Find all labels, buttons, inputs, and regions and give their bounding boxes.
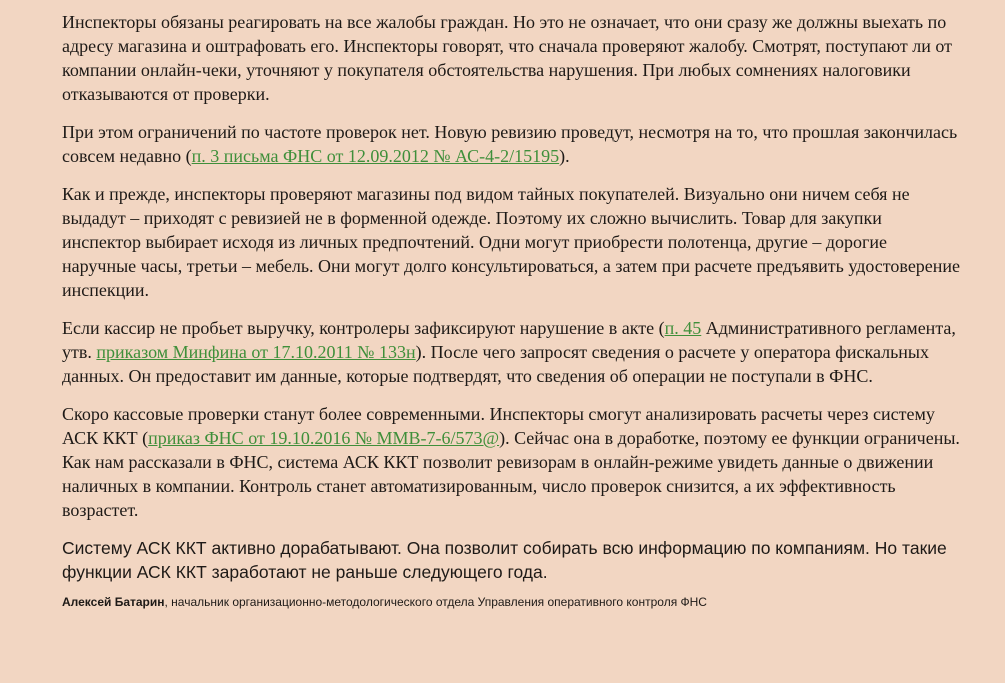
paragraph-text: Скоро кассовые проверки станут более современными. Инспекторы смогут анализировать расчеты через систему АСК ККТ (: [62, 404, 935, 448]
link-minfin-order[interactable]: приказом Минфина от 17.10.2011 № 133н: [96, 342, 416, 362]
link-regulation-clause[interactable]: п. 45: [664, 318, 702, 338]
paragraph-text: Инспекторы обязаны реагировать на все жалобы граждан. Но это не означает, что они сразу же должны выехать по адресу магазина и оштрафовать его. Инспекторы говорят, что сначала проверяют жалобу. Смотрят, поступают ли от компании онлайн-чеки, уточняют у покупателя обстоятельства нарушения. При любых сомнениях налоговики отказываются от проверки.: [62, 12, 952, 104]
paragraph-ask-kkt: [62, 402, 962, 522]
paragraph-text: ). Сейчас она в доработке, поэтому ее функции ограничены. Как нам рассказали в ФНС, система АСК ККТ позволит ревизорам в онлайн-режиме увидеть данные о движении наличных в компании. Контроль станет автоматизированным, число проверок снизится, а их эффективность возрастет.: [62, 428, 960, 520]
author-name: Алексей Батарин: [62, 595, 165, 609]
author-position: , начальник организационно-методологического отдела Управления оперативного контроля ФНС: [164, 595, 707, 609]
quote-author: [62, 594, 962, 610]
paragraph-secret-shoppers: [62, 182, 962, 302]
paragraph-violation-act: [62, 316, 962, 388]
paragraph-text: ).: [559, 146, 570, 166]
quote-text: Систему АСК ККТ активно дорабатывают. Она позволит собирать всю информацию по компаниям. Но такие функции АСК ККТ заработают не раньше следующего года.: [62, 538, 947, 582]
link-fns-order[interactable]: приказ ФНС от 19.10.2016 № ММВ-7-6/573@: [148, 428, 500, 448]
paragraph-text: При этом ограничений по частоте проверок нет. Новую ревизию проведут, несмотря на то, что прошлая закончилась совсем недавно (: [62, 122, 958, 166]
expert-quote: [62, 536, 962, 584]
link-fns-letter[interactable]: п. 3 письма ФНС от 12.09.2012 № АС-4-2/15195: [191, 146, 560, 166]
paragraph-text: Если кассир не пробьет выручку, контролеры зафиксируют нарушение в акте (: [62, 318, 665, 338]
paragraph-text: Как и прежде, инспекторы проверяют магазины под видом тайных покупателей. Визуально они ничем себя не выдадут – приходят с ревизией не в форменной одежде. Поэтому их сложно вычислить. Товар для закупки инспектор выбирает исходя из личных предпочтений. Одни могут приобрести полотенца, другие – дорогие наручные часы, третьи – мебель. Они могут долго консультироваться, а затем при расчете предъявить удостоверение инспекции.: [62, 184, 961, 300]
paragraph-complaints: [62, 10, 962, 106]
paragraph-text: ). После чего запросят сведения о расчете у оператора фискальных данных. Он предоставит им данные, которые подтвердят, что сведения об операции не поступали в ФНС.: [62, 342, 930, 386]
paragraph-frequency: [62, 120, 962, 168]
paragraph-text: Административного регламента, утв.: [62, 318, 956, 362]
article-body: [62, 10, 962, 610]
